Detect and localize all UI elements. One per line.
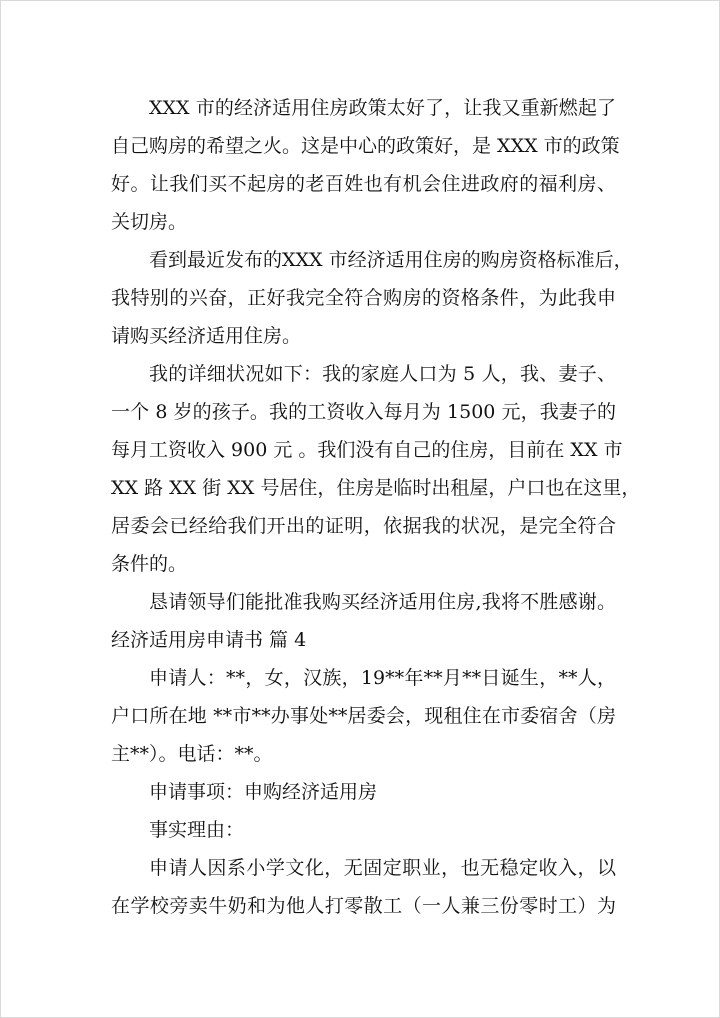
text-line: 主**）。电话：**。 (111, 743, 273, 765)
text-line: 户口所在地 **市**办事处**居委会，现租住在市委宿舍（房 (111, 705, 616, 727)
text-line: 我特别的兴奋，正好我完全符合购房的资格条件，为此我申 (111, 287, 616, 309)
text-line: 看到最近发布的XXX 市经济适用住房的购房资格标准后， (149, 249, 633, 271)
text-line: 每月工资收入 900 元 。我们没有自己的住房，目前在 XX 市 (111, 439, 623, 461)
document-body (111, 89, 641, 925)
text-line: 关切房。 (111, 211, 188, 233)
section-title: 经济适用房申请书 篇 4 (111, 629, 307, 651)
text-line: 申请事项：申购经济适用房 (149, 781, 378, 803)
paragraph-4 (111, 583, 616, 621)
paragraph-1 (111, 89, 620, 241)
paragraph-reason-label (111, 811, 616, 849)
paragraph-3 (111, 355, 641, 583)
text-line: 请购买经济适用住房。 (111, 325, 302, 347)
text-line: 申请人因系小学文化，无固定职业，也无稳定收入，以 (149, 857, 616, 879)
text-line: 事实理由： (149, 819, 245, 841)
paragraph-2 (111, 241, 633, 355)
text-line: XX 路 XX 街 XX 号居住，住房是临时出租屋，户口也在这里， (111, 477, 641, 499)
text-line: 好。让我们买不起房的老百姓也有机会住进政府的福利房、 (111, 173, 616, 195)
text-line: 自己购房的希望之火。这是中心的政策好，是 XXX 市的政策 (111, 135, 620, 157)
text-line: 在学校旁卖牛奶和为他人打零散工（一人兼三份零时工）为 (111, 895, 616, 917)
text-line: 申请人：**，女，汉族，19**年**月**日诞生，**人， (149, 667, 616, 689)
text-line: XXX 市的经济适用住房政策太好了，让我又重新燃起了 (149, 97, 616, 119)
text-line: 居委会已经给我们开出的证明，依据我的状况，是完全符合 (111, 515, 616, 537)
section-heading (111, 621, 616, 659)
text-line: 我的详细状况如下：我的家庭人口为 5 人，我、妻子、 (149, 363, 616, 385)
paragraph-request (111, 773, 616, 811)
text-line: 一个 8 岁的孩子。我的工资收入每月为 1500 元，我妻子的 (111, 401, 616, 423)
text-line: 条件的。 (111, 553, 188, 575)
paragraph-applicant (111, 659, 616, 773)
text-line: 恳请领导们能批准我购买经济适用住房,我将不胜感谢。 (149, 591, 616, 613)
paragraph-reason (111, 849, 616, 925)
